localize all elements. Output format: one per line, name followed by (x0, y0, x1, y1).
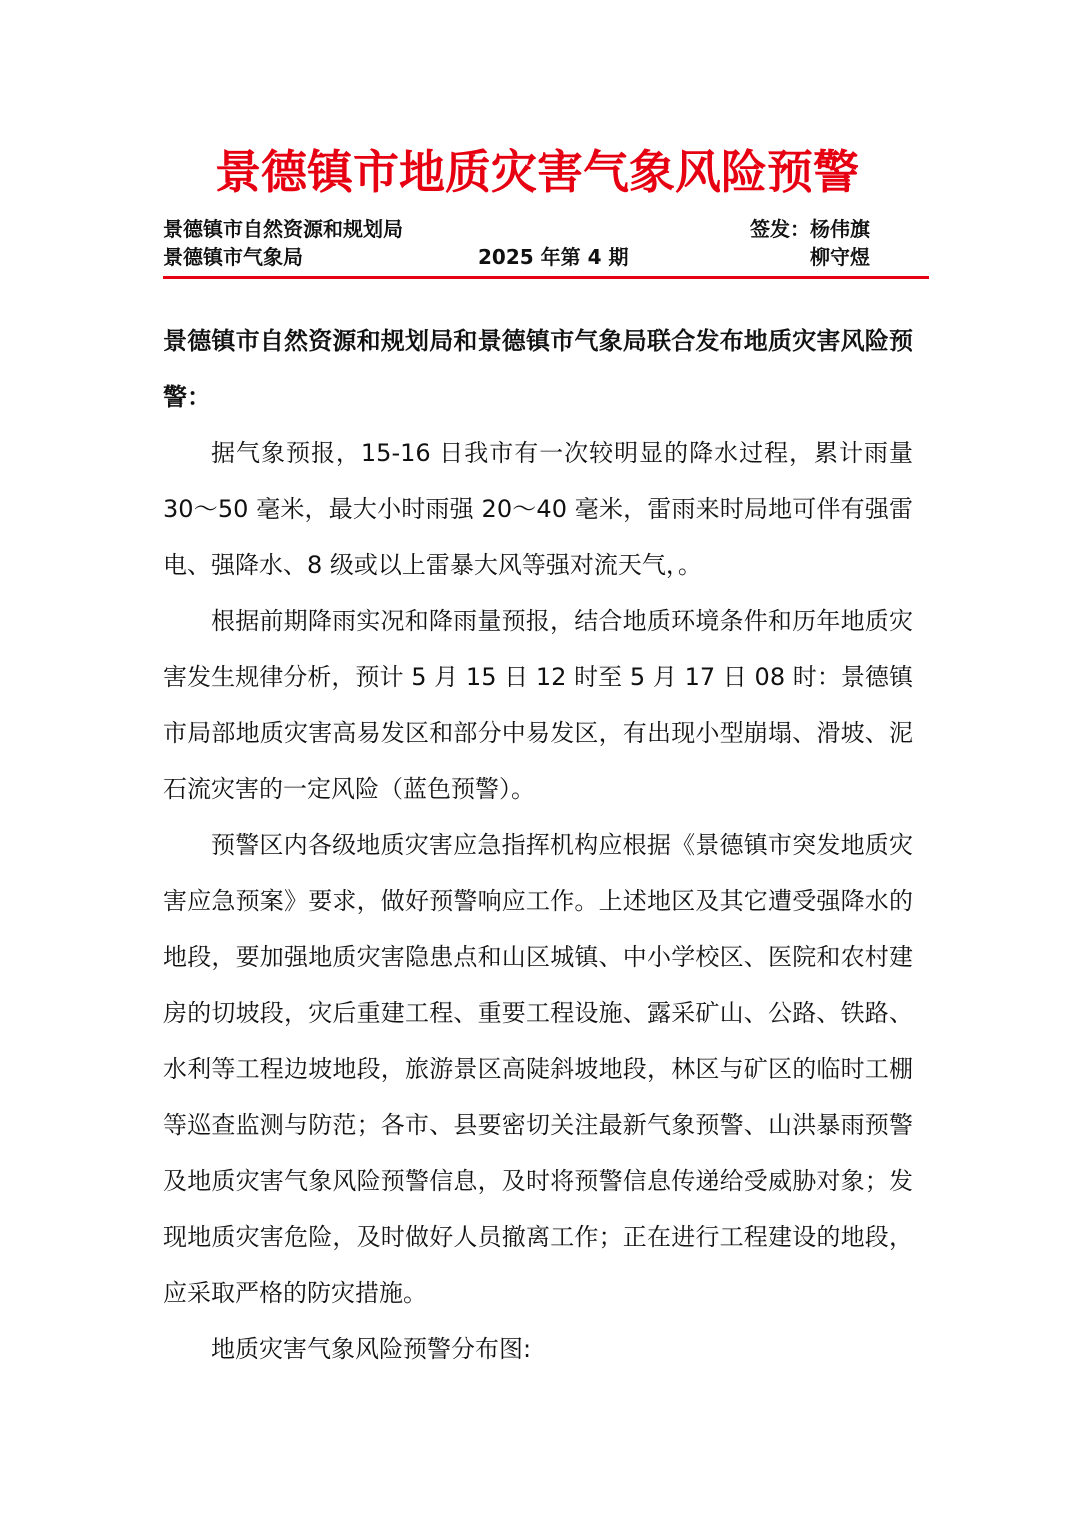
signer-label: 签发： (750, 217, 810, 241)
signer-1: 杨伟旗 (810, 217, 870, 241)
signer-line (750, 215, 870, 243)
document-title: 景德镇市地质灾害气象风险预警 (215, 145, 859, 199)
paragraph-risk: 根据前期降雨实况和降雨量预报，结合地质环境条件和历年地质灾害发生规律分析，预计 5 月 15 日 12 时至 5 月 17 日 08 时：景德镇市局部地质灾害高易发区和部分中易发区，有出现小型崩塌、滑坡、泥石流灾害的一定风险（蓝色预警）。 (163, 607, 913, 803)
issuer-meteorological: 景德镇市气象局 (163, 245, 303, 269)
signer-2: 柳守煜 (810, 245, 870, 269)
paragraph-response: 预警区内各级地质灾害应急指挥机构应根据《景德镇市突发地质灾害应急预案》要求，做好预警响应工作。上述地区及其它遭受强降水的地段，要加强地质灾害隐患点和山区城镇、中小学校区、医院和农村建房的切坡段，灾后重建工程、重要工程设施、露采矿山、公路、铁路、水利等工程边坡地段，旅游景区高陡斜坡地段，林区与矿区的临时工棚等巡查监测与防范；各市、县要密切关注最新气象预警、山洪暴雨预警及地质灾害气象风险预警信息，及时将预警信息传递给受威胁对象；发现地质灾害危险，及时做好人员撤离工作；正在进行工程建设的地段，应采取严格的防灾措施。 (163, 831, 913, 1307)
lead-paragraph: 景德镇市自然资源和规划局和景德镇市气象局联合发布地质灾害风险预警： (163, 327, 913, 411)
paragraph-map-caption: 地质灾害气象风险预警分布图: (211, 1335, 532, 1363)
issue-number: 2025 年第 4 期 (478, 245, 629, 269)
paragraph-forecast: 据气象预报，15-16 日我市有一次较明显的降水过程，累计雨量 30～50 毫米，最大小时雨强 20～40 毫米，雷雨来时局地可伴有强雷电、强降水、8 级或以上雷暴大风等强对流天气，。 (163, 439, 913, 579)
document-body (163, 313, 913, 1377)
header-divider (163, 276, 929, 279)
issuer-natural-resources: 景德镇市自然资源和规划局 (163, 217, 403, 241)
